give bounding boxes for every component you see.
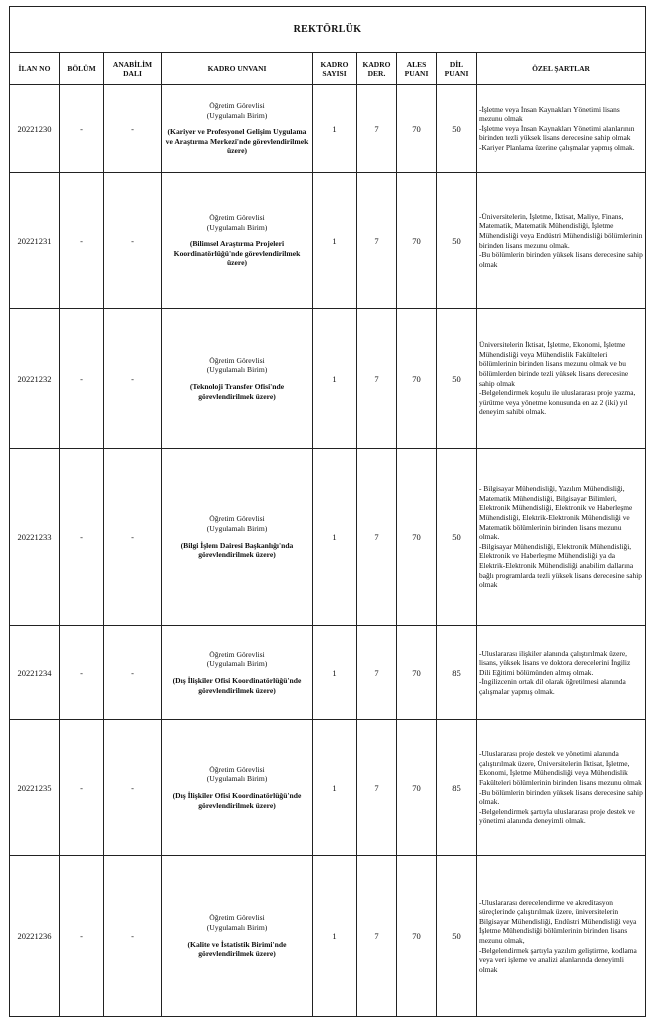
requirement-text: -Belgelendirmek şartıyla uluslararası proje destek ve yönetimi alanında deneyimli olmak. [479,806,635,826]
position-title: Öğretim Görevlisi [209,764,265,774]
kadro-der-cell: 7 [357,856,397,1017]
bolum-cell: - [60,85,104,173]
anabilim-dali-cell: - [104,173,162,309]
assignment-office: (Dış İlişkiler Ofisi Koordinatörlüğü'nde görevlendirilmek üzere) [172,791,302,810]
kadro-unvani-cell [162,626,313,720]
header-bolum: BÖLÜM [60,53,104,85]
ozel-sartlar-cell [477,449,646,626]
requirement-text: - Bilgisayar Mühendisliği, Yazılım Mühendisliği, Matematik Mühendisliği, Bilgisayar Bilimleri, Elektronik Mühendisliği, Elektronik ve Haberleşme Mühendisliği, Elektrik-Elektronik Mühendisliği ve Matematik bölümlerinin birinden lisans mezunu olmak. [479,484,633,542]
header-ales-puani: ALES PUANI [397,53,437,85]
kadro-unvani-cell [162,720,313,856]
kadro-sayisi-cell: 1 [313,173,357,309]
spacer [164,232,310,239]
requirement-text: -Bu bölümlerin birinden yüksek lisans derecesine sahip olmak [479,250,643,269]
position-unit: (Uygulamalı Birim) [206,774,268,784]
bolum-cell: - [60,626,104,720]
dil-puani-cell: 50 [437,85,477,173]
position-title: Öğretim Görevlisi [209,649,265,659]
position-title: Öğretim Görevlisi [209,514,265,524]
anabilim-dali-cell: - [104,85,162,173]
kadro-unvani-cell [162,173,313,309]
assignment-office: (Bilimsel Araştırma Projeleri Koordinatörlüğü'nde görevlendirilmek üzere) [173,239,301,268]
requirement-text: -Uluslararası derecelendirme ve akreditasyon süreçlerinde çalıştırılmak üzere, üniversitelerin Bilgisayar Mühendisliği, Endüstri Mühendisliği veya İşletme Mühendisliği bölümlerinin birinden lisans mezunu olmak, [479,897,637,945]
ales-puani-cell: 70 [397,626,437,720]
bolum-cell: - [60,173,104,309]
anabilim-dali-cell: - [104,449,162,626]
header-row [10,53,646,85]
table-row [10,720,646,856]
ozel-sartlar-cell [477,173,646,309]
requirement-text: -Bu bölümlerin birinden yüksek lisans derecesine sahip olmak. [479,787,643,807]
position-title: Öğretim Görevlisi [209,101,265,111]
ozel-sartlar-cell [477,856,646,1017]
ilan-no-cell: 20221230 [10,85,60,173]
kadro-der-cell: 7 [357,85,397,173]
header-kadro-unvani: KADRO UNVANI [162,53,313,85]
table-row [10,449,646,626]
kadro-sayisi-cell: 1 [313,309,357,449]
bolum-cell: - [60,449,104,626]
ozel-sartlar-cell [477,85,646,173]
header-kadro-der: KADRO DER. [357,53,397,85]
spacer [164,534,310,541]
bolum-cell: - [60,309,104,449]
requirement-text: -İşletme veya İnsan Kaynakları Yönetimi lisans mezunu olmak [479,104,620,124]
position-unit: (Uygulamalı Birim) [206,222,268,232]
kadro-sayisi-cell: 1 [313,856,357,1017]
requirement-text: -Belgelendirmek koşulu ile uluslararası proje yazma, yürütme veya yönetme konusunda en az 2 (iki) yıl deneyim sahibi olmak. [479,388,636,417]
ales-puani-cell: 70 [397,309,437,449]
position-unit: (Uygulamalı Birim) [206,922,268,932]
job-listing-table [9,6,646,1017]
anabilim-dali-cell: - [104,856,162,1017]
assignment-office: (Kalite ve İstatistik Birimi'nde görevlendirilmek üzere) [187,939,287,959]
table-row [10,85,646,173]
assignment-office: (Kariyer ve Profesyonel Gelişim Uygulama ve Araştırma Merkezi'nde görevlendirilmek üzere) [165,127,309,156]
position-title: Öğretim Görevlisi [209,355,265,365]
table-body [10,85,646,1017]
bolum-cell: - [60,720,104,856]
ales-puani-cell: 70 [397,720,437,856]
kadro-sayisi-cell: 1 [313,720,357,856]
ilan-no-cell: 20221232 [10,309,60,449]
ilan-no-cell: 20221233 [10,449,60,626]
ozel-sartlar-cell [477,309,646,449]
ozel-sartlar-cell [477,626,646,720]
ilan-no-cell: 20221235 [10,720,60,856]
position-title: Öğretim Görevlisi [209,913,265,923]
dil-puani-cell: 85 [437,626,477,720]
requirement-text: -Kariyer Planlama üzerine çalışmalar yapmış olmak. [479,142,635,152]
page-title: REKTÖRLÜK [10,7,646,53]
header-dil-puani: DİL PUANI [437,53,477,85]
position-unit: (Uygulamalı Birim) [206,365,268,375]
requirement-text: -Bilgisayar Mühendisliği, Elektronik Mühendisliği, Elektronik ve Haberleşme Mühendisliği ya da Elektrik-Elektronik Mühendisliği anabilim dallarına bağlı programlarda tezli yüksek lisans derecesine sahip olmak [479,541,642,590]
bolum-cell: - [60,856,104,1017]
requirement-text: -Uluslararası proje destek ve yönetimi alanında çalıştırılmak üzere, Üniversitelerin İktisat, İşletme, Ekonomi, İşletme Mühendisliği veya Mühendislik Fakülteleri bölümlerinin birinden lisans mezunu olmak [479,749,642,787]
kadro-unvani-cell [162,309,313,449]
ales-puani-cell: 70 [397,856,437,1017]
kadro-der-cell: 7 [357,173,397,309]
requirement-text: -Uluslararası ilişkiler alanında çalıştırılmak üzere, lisans, yüksek lisans ve doktora derecelerini İngiliz Dili Eğitimi bölümünden almış olmak. [479,648,631,677]
spacer [164,933,310,940]
spacer [164,375,310,382]
requirement-text: -İşletme veya İnsan Kaynakları Yönetimi alanlarının birinden tezli yüksek lisans derecesine sahip olmak [479,123,635,143]
requirement-text: -İngilizcenin ortak dil olarak öğretilmesi alanında çalışmalar yapmış olmak. [479,677,626,696]
kadro-unvani-cell [162,85,313,173]
spacer [164,669,310,676]
table-row [10,309,646,449]
dil-puani-cell: 50 [437,309,477,449]
anabilim-dali-cell: - [104,720,162,856]
position-unit: (Uygulamalı Birim) [206,110,268,120]
table-row [10,173,646,309]
header-anabilim-dali: ANABİLİM DALI [104,53,162,85]
kadro-sayisi-cell: 1 [313,449,357,626]
kadro-der-cell: 7 [357,720,397,856]
requirement-text: Üniversitelerin İktisat, İşletme, Ekonomi, İşletme Mühendisliği veya Mühendislik Fakülteleri bölümlerinin birinden lisans mezunu olmak ve bu bölümlerden birinde tezli yüksek lisans derecesine sahip olmak [479,340,629,388]
position-unit: (Uygulamalı Birim) [206,659,268,669]
assignment-office: (Bilgi İşlem Dairesi Başkanlığı'nda görevlendirilmek üzere) [180,540,294,560]
header-kadro-sayisi: KADRO SAYISI [313,53,357,85]
position-unit: (Uygulamalı Birim) [206,523,268,533]
kadro-sayisi-cell: 1 [313,85,357,173]
dil-puani-cell: 85 [437,720,477,856]
anabilim-dali-cell: - [104,309,162,449]
header-ozel-sartlar: ÖZEL ŞARTLAR [477,53,646,85]
dil-puani-cell: 50 [437,856,477,1017]
kadro-unvani-cell [162,449,313,626]
ozel-sartlar-cell [477,720,646,856]
ilan-no-cell: 20221231 [10,173,60,309]
position-title: Öğretim Görevlisi [209,213,265,223]
dil-puani-cell: 50 [437,449,477,626]
kadro-der-cell: 7 [357,309,397,449]
ilan-no-cell: 20221234 [10,626,60,720]
table-row [10,626,646,720]
assignment-office: (Teknoloji Transfer Ofisi'nde görevlendirilmek üzere) [189,382,285,401]
table-row [10,856,646,1017]
requirement-text: -Belgelendirmek şartıyla yazılım geliştirme, kodlama veya veri işleme ve analizi alanlarında deneyimli olmak [479,945,637,974]
ales-puani-cell: 70 [397,173,437,309]
requirement-text: -Üniversitelerin, İşletme, İktisat, Maliye, Finans, Matematik, Matematik Mühendisliği, İşletme Mühendisliği veya Endüstri Mühendisliği bölümlerinin birinden lisans mezunu olmak. [479,211,643,250]
kadro-der-cell: 7 [357,626,397,720]
ales-puani-cell: 70 [397,85,437,173]
spacer [164,120,310,127]
anabilim-dali-cell: - [104,626,162,720]
kadro-der-cell: 7 [357,449,397,626]
kadro-sayisi-cell: 1 [313,626,357,720]
ilan-no-cell: 20221236 [10,856,60,1017]
kadro-unvani-cell [162,856,313,1017]
spacer [164,784,310,791]
ales-puani-cell: 70 [397,449,437,626]
dil-puani-cell: 50 [437,173,477,309]
title-row [10,7,646,53]
header-ilan-no: İLAN NO [10,53,60,85]
assignment-office: (Dış İlişkiler Ofisi Koordinatörlüğü'nde görevlendirilmek üzere) [172,676,302,695]
